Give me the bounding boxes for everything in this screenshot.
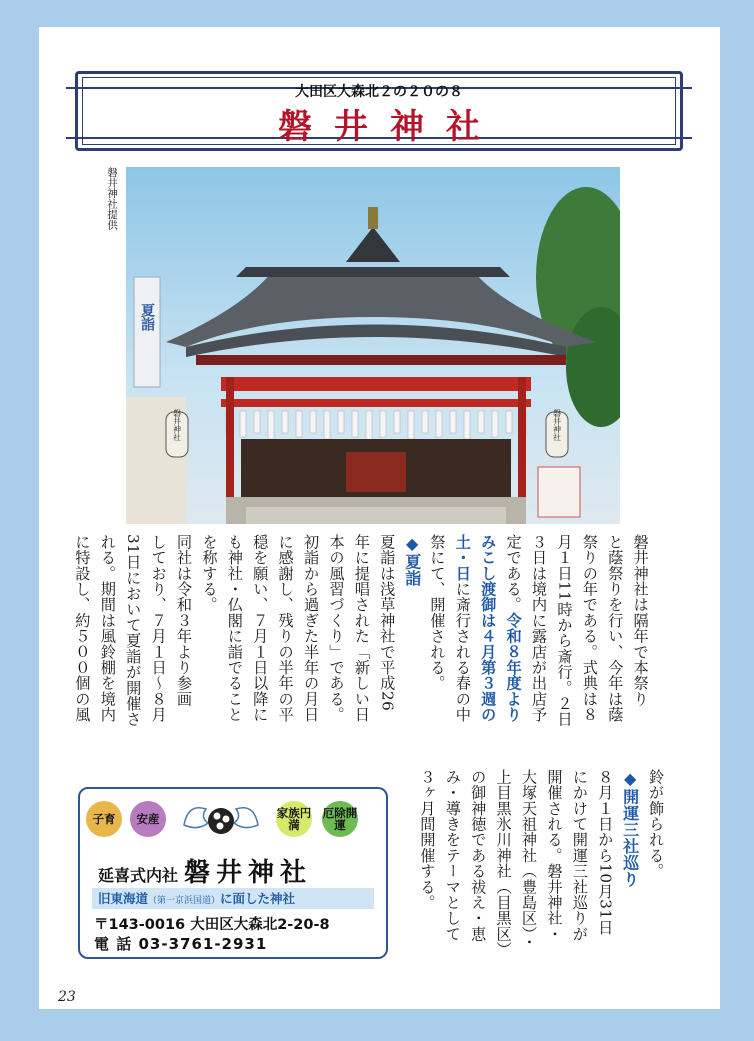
page — [39, 27, 720, 1009]
ad-prefix: 延喜式内社 — [98, 866, 179, 885]
highlight-text: 令和８年度より — [504, 612, 523, 723]
text-line: れる。期間は風鈴棚を境内 — [98, 534, 117, 723]
text-line: 月１日11時から斎行。２日 — [555, 534, 574, 728]
text-line: 磐井神社は隔年で本祭り — [631, 534, 650, 707]
text-line: ３ヶ月間開催する。 — [418, 769, 437, 911]
text-line: も神社・仏閣に詣でること — [225, 534, 244, 723]
text-line: み・導きをテーマとして — [443, 769, 462, 942]
text-line: 開催される。磐井神社・ — [545, 769, 564, 942]
text-line: 本の風習づくり」である。 — [327, 534, 346, 723]
text-line: の御神徳である祓え・恵 — [469, 769, 488, 942]
section-heading-text: 開運三社巡り — [620, 788, 640, 888]
right-lantern-text: 磐井神社 — [552, 409, 562, 441]
ad-shrine-name — [98, 852, 312, 889]
text-line: 穏を願い、７月１日以降に — [251, 534, 270, 723]
kaiun-section — [414, 769, 668, 999]
shrine-illustration — [126, 167, 620, 524]
badge-kazoku-enman: 家族円満 — [276, 801, 312, 837]
ad-name: 磐井神社 — [184, 858, 313, 888]
text-line: に特設し、約５００個の風 — [73, 534, 92, 723]
highlight-text: 土・日 — [453, 534, 472, 582]
text-line: 初詣から過ぎた半年の月日 — [302, 534, 321, 723]
badge-kosodate: 子育 — [86, 801, 122, 837]
text-line: 祭りの年である。式典は８ — [580, 534, 599, 723]
text-line: ８月１日から10月31日 — [596, 769, 615, 936]
text-line: 31日において夏詣が開催さ — [124, 534, 143, 728]
crest-icon — [178, 795, 264, 845]
page-number: 23 — [58, 989, 76, 1005]
text-line: 夏詣は浅草神社で平成26 — [378, 534, 397, 712]
text-line: 年に提唱された「新しい日 — [352, 534, 371, 723]
text-line: 祭にて、開催される。 — [428, 534, 447, 691]
left-lantern-text: 磐井神社 — [172, 409, 182, 441]
text-line: 同社は令和３年より参画 — [175, 534, 194, 707]
text-line: に感謝し、残りの半年の平 — [276, 534, 295, 723]
page-title: 磐井神社 — [278, 107, 502, 147]
text-line: 大塚天祖神社（豊島区）・ — [520, 769, 539, 950]
text-line — [500, 534, 525, 774]
text-line — [449, 534, 474, 774]
route-name: 旧東海道 — [98, 891, 149, 906]
tel-label: 電 話 — [94, 935, 133, 953]
title-banner — [75, 71, 683, 151]
diamond-icon: ◆ — [620, 769, 640, 789]
route-sub: （第一京浜国道） — [148, 896, 221, 906]
badge-yakuyoke-kaiun: 厄除開運 — [322, 801, 358, 837]
photo-credit: 磐井神社提供 — [106, 167, 118, 230]
highlight-text: みこし渡御は４月第３週の — [479, 534, 498, 723]
text-line: しており、７月１日～８月 — [149, 534, 168, 723]
shrine-ad-box — [78, 787, 388, 959]
shrine-address: 大田区大森北２の２０の８ — [295, 84, 463, 100]
text-line: 上目黒氷川神社（目黒区） — [494, 769, 513, 958]
text-line: 鈴が飾られる。 — [647, 769, 666, 879]
summer-banner-text: 夏詣 — [139, 303, 155, 331]
section-heading — [399, 534, 424, 774]
text-line: にかけて開運三社巡りが — [570, 769, 589, 942]
badge-anzan: 安産 — [130, 801, 166, 837]
section-heading-text: 夏詣 — [402, 553, 422, 587]
shrine-photo — [126, 167, 620, 524]
ad-postal-address: 〒143-0016 大田区大森北2-20-8 — [94, 917, 330, 933]
section-heading — [617, 769, 642, 999]
text-line: を称する。 — [200, 534, 219, 613]
text-fragment: に斎行される春の中 — [453, 581, 472, 723]
diamond-icon: ◆ — [402, 534, 422, 554]
text-fragment: 定である。 — [504, 534, 523, 613]
main-text-column — [424, 534, 653, 774]
text-line: ３日は境内に露店が出店予 — [530, 534, 549, 723]
natsumode-section — [69, 534, 425, 774]
route-suffix: に面した神社 — [220, 891, 296, 906]
text-line: と蔭祭りを行い、今年は蔭 — [606, 534, 625, 723]
ad-route — [92, 888, 374, 909]
tel-number: 03-3761-2931 — [138, 935, 268, 953]
ad-telephone — [94, 933, 267, 954]
